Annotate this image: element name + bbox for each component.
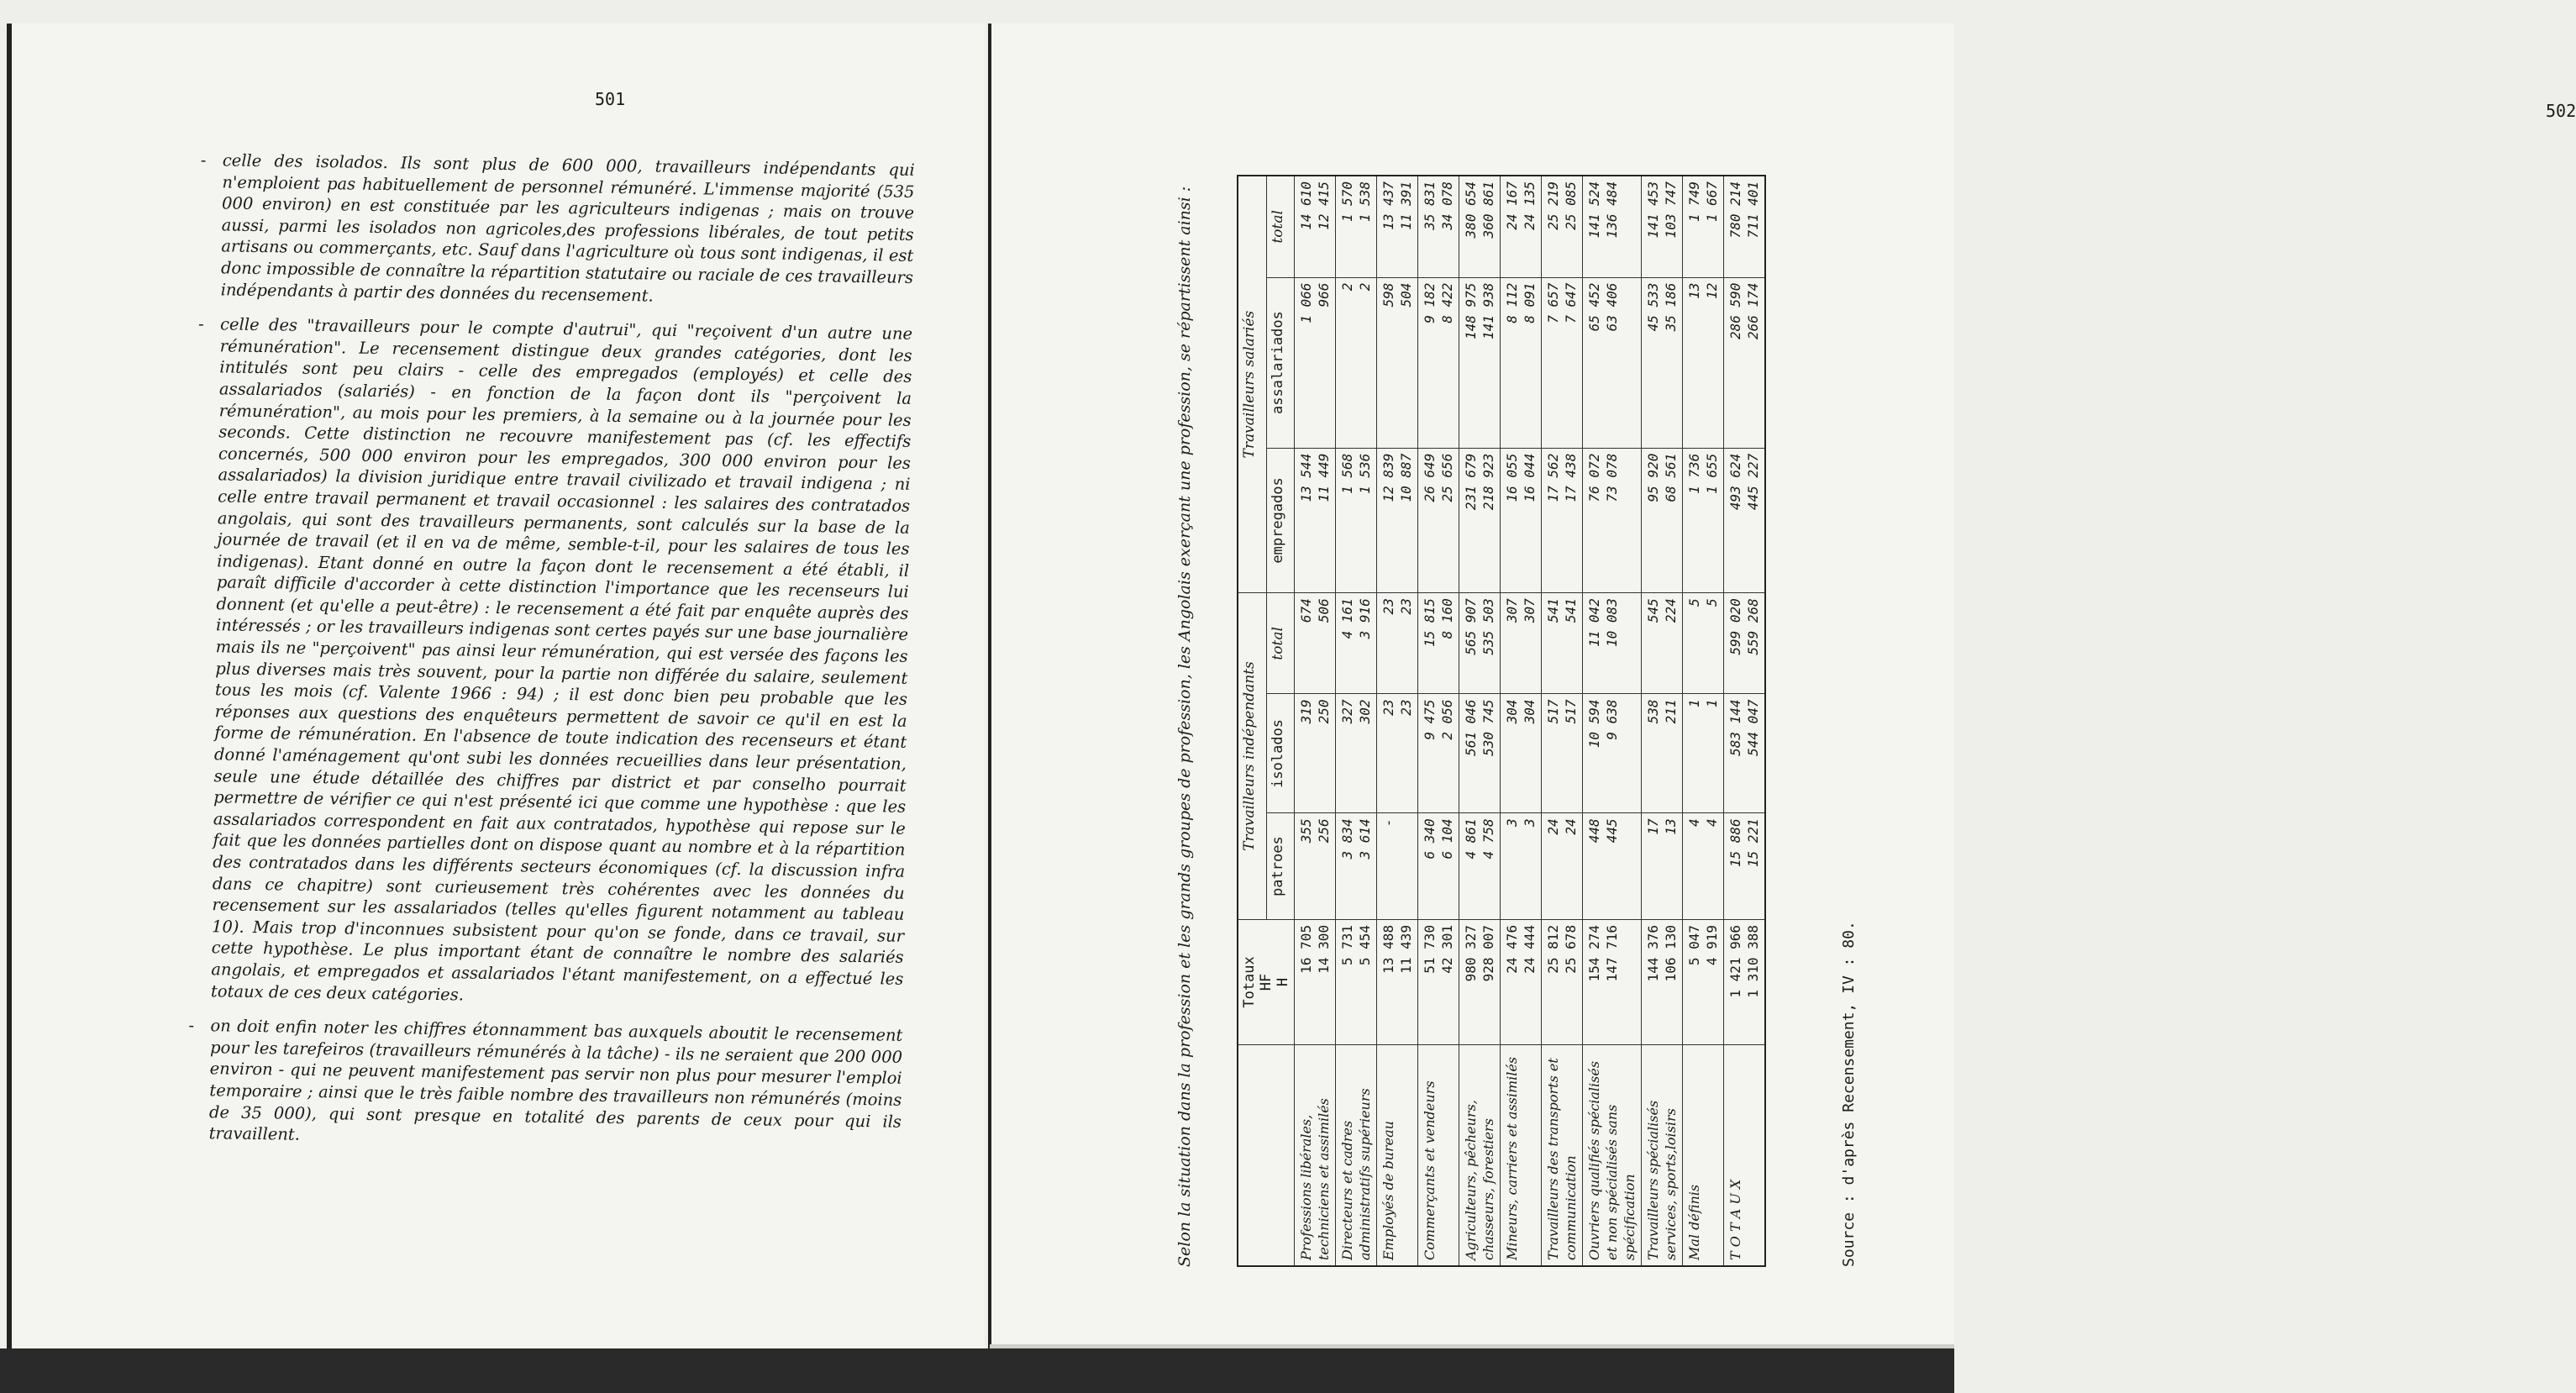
independants-header: Travailleurs indépendants	[1238, 593, 1266, 920]
cell-isolados: 304 304	[1501, 694, 1542, 813]
left-page	[7, 24, 985, 1359]
row-category: Ouvriers qualifiés spécialisés et non spécialisés sans spécification	[1583, 1045, 1642, 1267]
census-table	[1237, 175, 1766, 1267]
column-header: patroes	[1266, 813, 1294, 920]
paragraph-isolados: - celle des isolados. Ils sont plus de 600 000, travailleurs indépendants qui n'emploient pas habituellement de personnel rémunéré. L'immense majorité (535 000 environ) en est constituée par les agriculteurs indigenas ; mais on trouve aussi, parmi les isolados non agricoles,des professions libérales, de tout petits artisans ou commerçants, etc. Sauf dans l'agriculture où tous sont indigenas, il est donc impossible de connaître la répartition statutaire ou raciale de ces travailleurs indépendants à partir des données du recensement.	[200, 150, 915, 306]
cell-totaux: 154 274 147 716	[1583, 919, 1642, 1044]
table-row	[1642, 176, 1683, 1266]
table-row	[1501, 176, 1542, 1266]
cell-sal-total: 141 453 103 747	[1642, 176, 1683, 277]
table-row	[1336, 176, 1377, 1266]
column-header: empregados	[1266, 448, 1294, 593]
cell-totaux: 51 730 42 301	[1418, 919, 1459, 1044]
table-row	[1418, 176, 1459, 1266]
cell-totaux: 5 731 5 454	[1336, 919, 1377, 1044]
cell-ind-total: 4 161 3 916	[1336, 593, 1377, 694]
cell-assalariados: 8 112 8 091	[1501, 277, 1542, 448]
column-header: assalariados	[1266, 277, 1294, 448]
cell-patroes: 355 256	[1295, 813, 1336, 920]
cell-totaux: 16 705 14 300	[1295, 919, 1336, 1044]
row-category: Mineurs, carriers et assimilés	[1501, 1045, 1542, 1267]
cell-isolados: 319 250	[1295, 694, 1336, 813]
cell-assalariados: 7 657 7 647	[1542, 277, 1583, 448]
row-category: T O T A U X	[1724, 1045, 1766, 1267]
cell-ind-total: 5 5	[1683, 593, 1724, 694]
cell-ind-total: 674 506	[1295, 593, 1336, 694]
cell-isolados: 517 517	[1542, 694, 1583, 813]
paragraph-tarefeiros: - on doit enfin noter les chiffres étonnamment bas auxquels aboutit le recensement pour les tarefeiros (travailleurs rémunérés à la tâche) - ils ne seraient que 200 000 environ - qui ne peuvent manifestement pas servir non plus pour mesurer l'emploi temporaire ; ainsi que le très faible nombre des travailleurs non rémunérés (moins de 35 000), qui sont presque en totalité des parents de ceux pour qui ils travaillent.	[188, 1016, 903, 1144]
cell-patroes: 4 861 4 758	[1459, 813, 1501, 920]
cell-totaux: 144 376 106 130	[1642, 919, 1683, 1044]
cell-isolados: 561 046 530 745	[1459, 694, 1501, 813]
cell-totaux: 1 421 966 1 310 388	[1724, 919, 1766, 1044]
table-row	[1459, 176, 1501, 1266]
scan-bottom-edge	[0, 1348, 1954, 1393]
cell-isolados: 23 23	[1377, 694, 1418, 813]
cell-assalariados: 148 975 141 938	[1459, 277, 1501, 448]
cell-isolados: 583 144 544 047	[1724, 694, 1766, 813]
cell-empregados: 26 649 25 656	[1418, 448, 1459, 593]
cell-empregados: 12 839 10 887	[1377, 448, 1418, 593]
table-caption: Selon la situation dans la profession et les grands groupes de profession, les Angolais exerçant une profession, se répartissent ainsi :	[1175, 186, 1194, 1267]
cell-isolados: 538 211	[1642, 694, 1683, 813]
row-category: Commerçants et vendeurs	[1418, 1045, 1459, 1267]
row-category: Mal définis	[1683, 1045, 1724, 1267]
table-row	[1583, 176, 1642, 1266]
cell-empregados: 13 544 11 449	[1295, 448, 1336, 593]
cell-assalariados: 598 504	[1377, 277, 1418, 448]
table-row	[1295, 176, 1336, 1266]
column-header: total	[1266, 593, 1294, 694]
cell-empregados: 16 055 16 044	[1501, 448, 1542, 593]
cell-empregados: 493 624 445 227	[1724, 448, 1766, 593]
cell-ind-total: 15 815 8 160	[1418, 593, 1459, 694]
cell-ind-total: 23 23	[1377, 593, 1418, 694]
cell-isolados: 1 1	[1683, 694, 1724, 813]
cell-totaux: 5 047 4 919	[1683, 919, 1724, 1044]
cell-ind-total: 545 224	[1642, 593, 1683, 694]
row-category: Professions libérales, techniciens et assimilés	[1295, 1045, 1336, 1267]
cell-ind-total: 11 042 10 083	[1583, 593, 1642, 694]
cell-isolados: 9 475 2 056	[1418, 694, 1459, 813]
cell-sal-total: 1 749 1 667	[1683, 176, 1724, 277]
cell-empregados: 17 562 17 438	[1542, 448, 1583, 593]
salaries-header: Travailleurs salariés	[1238, 176, 1266, 593]
row-category: Employés de bureau	[1377, 1045, 1418, 1267]
cell-patroes: 17 13	[1642, 813, 1683, 920]
cell-patroes: 24 24	[1542, 813, 1583, 920]
cell-totaux: 24 476 24 444	[1501, 919, 1542, 1044]
cell-isolados: 327 302	[1336, 694, 1377, 813]
cell-patroes: 3 3	[1501, 813, 1542, 920]
cell-empregados: 76 072 73 078	[1583, 448, 1642, 593]
cell-totaux: 25 812 25 678	[1542, 919, 1583, 1044]
table-row	[1683, 176, 1724, 1266]
cell-assalariados: 1 066 966	[1295, 277, 1336, 448]
body-text	[187, 150, 915, 1167]
cell-ind-total: 565 907 535 503	[1459, 593, 1501, 694]
column-header: total	[1266, 176, 1294, 277]
cell-ind-total: 599 020 559 268	[1724, 593, 1766, 694]
page-number: 502	[2546, 101, 2576, 121]
cell-patroes: 4 4	[1683, 813, 1724, 920]
cell-assalariados: 2 2	[1336, 277, 1377, 448]
table-source: Source : d'après Recensement, IV : 80.	[1840, 921, 1858, 1267]
cell-empregados: 1 568 1 536	[1336, 448, 1377, 593]
cell-empregados: 1 736 1 655	[1683, 448, 1724, 593]
paragraph-compte-autrui: - celle des "travailleurs pour le compte d'autrui", qui "reçoivent d'un autre une rémunération". Le recensement distingue deux grandes catégories, dont les intitulés sont peu clairs - celle des empregados (employés) et celle des assalariados (salariés) - en fonction de la façon dont ils "perçoivent la rémunération", au mois pour les premiers, à la semaine ou à la journée pour les seconds. Cette distinction ne recouvre manifestement pas (cf. les effectifs concernés, 500 000 environ pour les empregados, 300 000 environ pour les assalariados) la division juridique entre travail civilizado et travail indigena ; ni celle entre travail permanent et travail occasionnel : les salaires des contratados angolais, qui sont des travailleurs permanents, sont calculés sur la base de la journée de travail (et il en va de même, semble-t-il, pour les salaires de tous les indigenas). Etant donné en outre la façon dont le recensement a été établi, il paraît difficile d'accorder à cette distinction l'importance que les recenseurs lui donnent (et qu'elle a peut-être) : le recensement a été fait par enquête auprès des intéressés ; or les travailleurs indigenas sont certes payés sur une base journalière mais ils ne "perçoivent" pas ainsi leur rémunération, qui est versée des façons les plus diverses mais très souvent, pour la partie non différée du salaire, seulement tous les mois (cf. Valente 1966 : 94) ; il est donc bien peu probable que les réponses aux questions des enquêteurs permettent de savoir ce qu'il en est la forme de rémunération. En l'absence de toute indication des recenseurs et étant donné l'aménagement qu'ont subi les données recueillies dans leur présentation, seule une étude détaillée des chiffres par district et par conselho pourrait permettre de vérifier ce qui n'est présenté ici que comme une hypothèse : que les assalariados correspondent en fait aux contratados, hypothèse qui repose sur le fait que les données partielles dont on dispose quant au nombre et à la répartition des contratados dans les différents secteurs économiques (cf. la discussion infra dans ce chapitre) sont curieusement très cohérentes avec les données du recensement sur les assalariados (telles qu'elles figurent notamment au tableau 10). Mais trop d'inconnues subsistent pour qu'on se fonde, dans ce travail, sur cette hypothèse. Le plus important étant de connaître le nombre des salariés angolais, et empregados et assalariados l'étant manifestement, on a effectué les totaux de ces deux catégories.	[197, 314, 913, 1005]
cell-patroes: 6 340 6 104	[1418, 813, 1459, 920]
cell-assalariados: 45 533 35 186	[1642, 277, 1683, 448]
table-row	[1377, 176, 1418, 1266]
row-category: Agriculteurs, pêcheurs, chasseurs, forestiers	[1459, 1045, 1501, 1267]
cell-sal-total: 1 570 1 538	[1336, 176, 1377, 277]
cell-sal-total: 25 219 25 085	[1542, 176, 1583, 277]
page-number: 501	[595, 89, 626, 109]
rotated-table-area	[1175, 133, 1931, 1267]
cell-assalariados: 13 12	[1683, 277, 1724, 448]
cell-patroes: 15 886 15 221	[1724, 813, 1766, 920]
table-row	[1724, 176, 1766, 1266]
cell-sal-total: 24 167 24 135	[1501, 176, 1542, 277]
totaux-header: Totaux HF H	[1238, 919, 1295, 1044]
cell-totaux: 980 327 928 007	[1459, 919, 1501, 1044]
cell-totaux: 13 488 11 439	[1377, 919, 1418, 1044]
cell-sal-total: 35 831 34 078	[1418, 176, 1459, 277]
cell-isolados: 10 594 9 638	[1583, 694, 1642, 813]
row-category: Travailleurs spécialisés services, sports,loisirs	[1642, 1045, 1683, 1267]
row-category: Directeurs et cadres administratifs supérieurs	[1336, 1045, 1377, 1267]
cell-empregados: 231 679 218 923	[1459, 448, 1501, 593]
cell-sal-total: 780 214 711 401	[1724, 176, 1766, 277]
cell-sal-total: 380 654 360 861	[1459, 176, 1501, 277]
cell-assalariados: 286 590 266 174	[1724, 277, 1766, 448]
cell-assalariados: 9 182 8 422	[1418, 277, 1459, 448]
category-header	[1238, 1045, 1295, 1267]
cell-empregados: 95 920 68 561	[1642, 448, 1683, 593]
table-row	[1542, 176, 1583, 1266]
cell-ind-total: 541 541	[1542, 593, 1583, 694]
cell-sal-total: 13 437 11 391	[1377, 176, 1418, 277]
cell-patroes: 448 445	[1583, 813, 1642, 920]
cell-sal-total: 14 610 12 415	[1295, 176, 1336, 277]
row-category: Travailleurs des transports et communication	[1542, 1045, 1583, 1267]
cell-sal-total: 141 524 136 484	[1583, 176, 1642, 277]
cell-patroes: -	[1377, 813, 1418, 920]
cell-patroes: 3 834 3 614	[1336, 813, 1377, 920]
cell-ind-total: 307 307	[1501, 593, 1542, 694]
column-header: isolados	[1266, 694, 1294, 813]
cell-assalariados: 65 452 63 406	[1583, 277, 1642, 448]
